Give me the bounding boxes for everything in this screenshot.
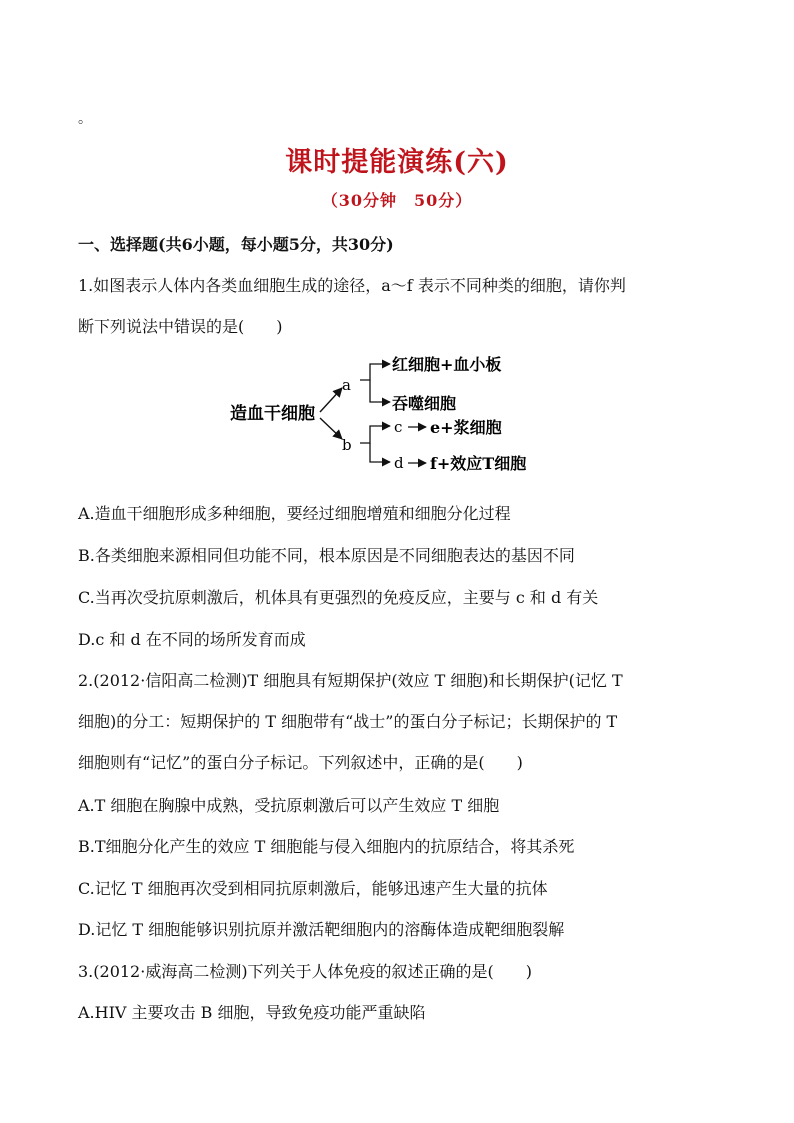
diagram-d-label: d	[394, 454, 404, 472]
q2-stem-line2: 细胞)的分工：短期保护的 T 细胞带有“战士”的蛋白分子标记；长期保护的 T	[78, 712, 618, 731]
section-heading: 一、选择题(共6小题，每小题5分，共30分)	[78, 235, 394, 254]
q1-option-a: A.造血干细胞形成多种细胞，要经过细胞增殖和细胞分化过程	[78, 504, 511, 523]
q2-option-b: B.T细胞分化产生的效应 T 细胞能与侵入细胞内的抗原结合，将其杀死	[78, 837, 575, 856]
diagram-c-label: c	[394, 418, 403, 436]
diagram-root-label: 造血干细胞	[230, 404, 315, 424]
q1-option-d: D.c 和 d 在不同的场所发育而成	[78, 630, 306, 649]
q1-option-b: B.各类细胞来源相同但功能不同，根本原因是不同细胞表达的基因不同	[78, 546, 575, 565]
q1-stem-line2: 断下列说法中错误的是( )	[78, 317, 283, 336]
q2-option-d: D.记忆 T 细胞能够识别抗原并激活靶细胞内的溶酶体造成靶细胞裂解	[78, 920, 565, 939]
diagram-e-label: e+浆细胞	[430, 418, 502, 437]
q2-option-a: A.T 细胞在胸腺中成熟，受抗原刺激后可以产生效应 T 细胞	[78, 796, 500, 815]
q2-stem-line1: 2.(2012·信阳高二检测)T 细胞具有短期保护(效应 T 细胞)和长期保护(记忆 T	[78, 671, 623, 690]
blood-cell-diagram	[222, 346, 562, 476]
diagram-a1-label: 红细胞+血小板	[392, 355, 502, 374]
q3-option-a: A.HIV 主要攻击 B 细胞，导致免疫功能严重缺陷	[78, 1003, 426, 1022]
diagram-a-label: a	[342, 376, 351, 394]
q1-stem-line1: 1.如图表示人体内各类血细胞生成的途径，a～f 表示不同种类的细胞，请你判	[78, 276, 626, 295]
q2-option-c: C.记忆 T 细胞再次受到相同抗原刺激后，能够迅速产生大量的抗体	[78, 879, 548, 898]
corner-mark: 。	[78, 111, 92, 127]
q2-stem-line3: 细胞则有“记忆”的蛋白分子标记。下列叙述中，正确的是( )	[78, 753, 523, 772]
page-subtitle: （30分钟 50分）	[321, 191, 473, 210]
diagram-b-label: b	[342, 436, 352, 454]
page-title: 课时提能演练(六)	[285, 147, 509, 178]
q1-option-c: C.当再次受抗原刺激后，机体具有更强烈的免疫反应，主要与 c 和 d 有关	[78, 588, 599, 607]
q3-stem-line1: 3.(2012·威海高二检测)下列关于人体免疫的叙述正确的是( )	[78, 962, 533, 981]
diagram-a2-label: 吞噬细胞	[392, 394, 457, 413]
diagram-f-label: f+效应T细胞	[430, 454, 527, 473]
